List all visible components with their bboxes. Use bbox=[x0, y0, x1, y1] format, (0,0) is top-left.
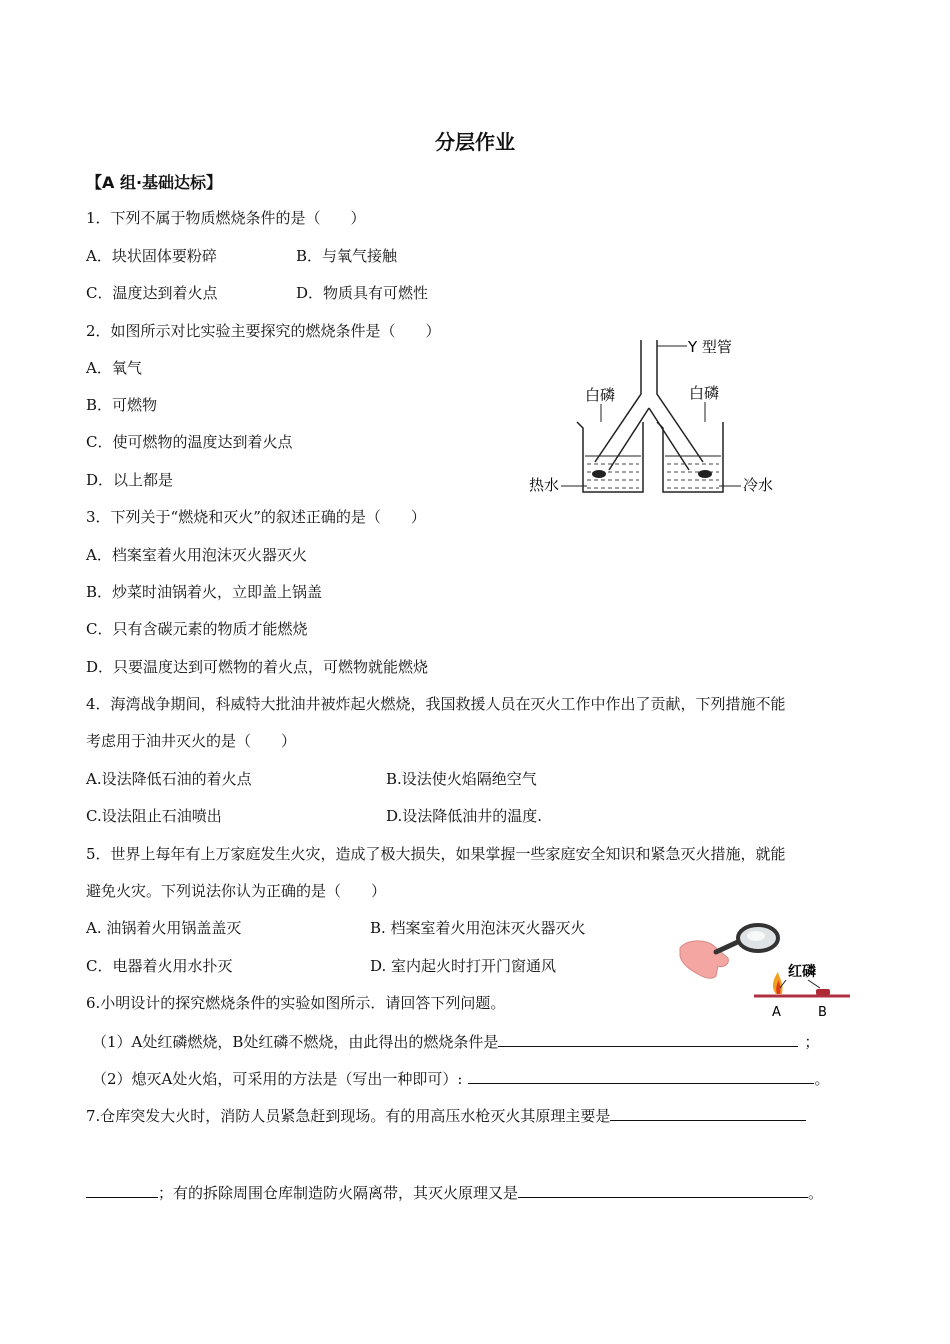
cold-water-label: 冷水 bbox=[743, 476, 774, 494]
q1-option-d: D．物质具有可燃性 bbox=[296, 284, 429, 302]
q6-part2 bbox=[92, 1068, 829, 1089]
q7-stem bbox=[86, 1105, 806, 1126]
q3-option-a: A．档案室着火用泡沫灭火器灭火 bbox=[86, 546, 307, 564]
point-a-label: A bbox=[772, 1005, 781, 1020]
q2-option-d: D．以上都是 bbox=[86, 471, 174, 489]
q4-option-a: A.设法降低石油的着火点 bbox=[86, 770, 252, 788]
q6-part2-end: 。 bbox=[814, 1070, 830, 1088]
q6-part1-end: ； bbox=[804, 1033, 820, 1051]
q4-stem-line1: 4．海湾战争期间，科威特大批油井被炸起火燃烧，我国救援人员在灭火工作中作出了贡献，下列措施不能 bbox=[86, 695, 786, 713]
q7-stem-text: 7.仓库突发大火时，消防人员紧急赶到现场。有的用高压水枪灭火其原理主要是 bbox=[86, 1107, 611, 1125]
q1-option-b: B．与氧气接触 bbox=[296, 247, 398, 265]
y-tube-label: Y 型管 bbox=[688, 338, 732, 356]
page-title: 分层作业 bbox=[435, 130, 515, 154]
q6-stem: 6.小明设计的探究燃烧条件的实验如图所示．请回答下列问题。 bbox=[86, 994, 506, 1012]
q6-part1-text: （1）A处红磷燃烧，B处红磷不燃烧，由此得出的燃烧条件是 bbox=[92, 1033, 499, 1051]
q7-end: 。 bbox=[808, 1184, 824, 1202]
q5-stem-line1: 5．世界上每年有上万家庭发生火灾，造成了极大损失，如果掌握一些家庭安全知识和紧急灭火措施，就能 bbox=[86, 845, 786, 863]
q5-option-c: C．电器着火用水扑灭 bbox=[86, 957, 233, 975]
q3-option-d: D．只要温度达到可燃物的着火点，可燃物就能燃烧 bbox=[86, 658, 429, 676]
hot-water-label: 热水 bbox=[529, 476, 560, 494]
q5-option-b: B. 档案室着火用泡沫灭火器灭火 bbox=[370, 919, 586, 937]
q5-option-d: D. 室内起火时打开门窗通风 bbox=[370, 957, 557, 975]
q6-part2-blank[interactable] bbox=[468, 1068, 814, 1084]
point-b-label: B bbox=[818, 1005, 827, 1020]
q4-stem-line2: 考虑用于油井灭火的是（ ） bbox=[86, 732, 297, 750]
q1-stem: 1．下列不属于物质燃烧条件的是（ ） bbox=[86, 209, 366, 227]
q2-option-a: A．氧气 bbox=[86, 359, 142, 377]
q1-option-a: A．块状固体要粉碎 bbox=[86, 247, 217, 265]
q6-part2-text: （2）熄灭A处火焰，可采用的方法是（写出一种即可）: bbox=[92, 1070, 463, 1088]
q5-stem-line2: 避免火灾。下列说法你认为正确的是（ ） bbox=[86, 882, 387, 900]
q7-continued bbox=[86, 1182, 823, 1203]
left-phosphorus-label: 白磷 bbox=[585, 386, 616, 404]
y-tube-figure bbox=[525, 332, 790, 502]
q4-option-c: C.设法阻止石油喷出 bbox=[86, 807, 222, 825]
red-phosphorus-label: 红磷 bbox=[788, 964, 816, 980]
q7-blank1[interactable] bbox=[610, 1105, 806, 1121]
magnifier-figure bbox=[676, 918, 856, 1022]
q5-option-a: A. 油锅着火用锅盖盖灭 bbox=[86, 919, 242, 937]
q7-blank1-cont[interactable] bbox=[86, 1182, 158, 1198]
q2-option-c: C．使可燃物的温度达到着火点 bbox=[86, 433, 293, 451]
q7-mid-text: ；有的拆除周围仓库制造防火隔离带，其灭火原理又是 bbox=[158, 1184, 519, 1202]
q2-stem: 2．如图所示对比实验主要探究的燃烧条件是（ ） bbox=[86, 322, 441, 340]
right-phosphorus-label: 白磷 bbox=[689, 384, 720, 402]
q7-blank2[interactable] bbox=[518, 1182, 808, 1198]
q3-option-b: B．炒菜时油锅着火，立即盖上锅盖 bbox=[86, 583, 323, 601]
q3-stem: 3．下列关于“燃烧和灭火”的叙述正确的是（ ） bbox=[86, 508, 426, 526]
q3-option-c: C．只有含碳元素的物质才能燃烧 bbox=[86, 620, 308, 638]
q1-option-c: C．温度达到着火点 bbox=[86, 284, 218, 302]
q4-option-d: D.设法降低油井的温度. bbox=[386, 807, 543, 825]
q4-option-b: B.设法使火焰隔绝空气 bbox=[386, 770, 537, 788]
q6-part1 bbox=[92, 1031, 819, 1052]
section-heading: 【A 组·基础达标】 bbox=[86, 173, 223, 192]
q2-option-b: B．可燃物 bbox=[86, 396, 158, 414]
q6-part1-blank[interactable] bbox=[498, 1031, 798, 1047]
